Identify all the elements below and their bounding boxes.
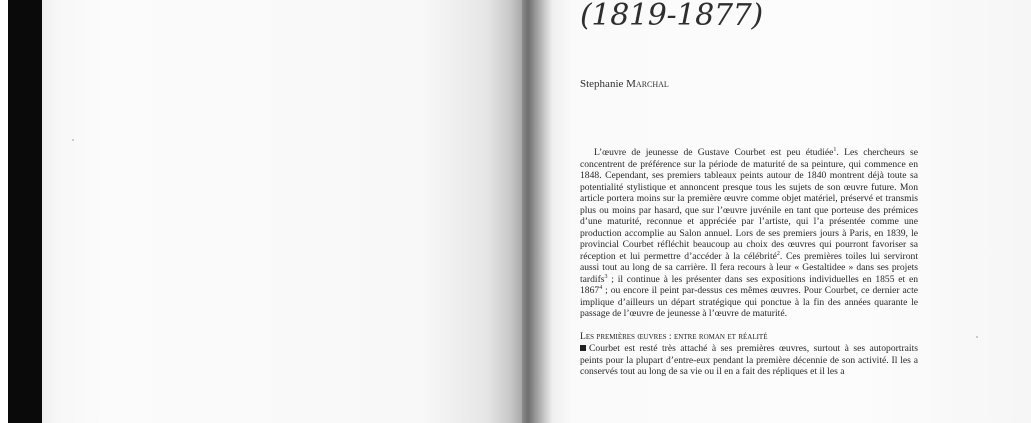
page-speck [976,336,978,338]
book-gutter [522,0,552,423]
footnote-ref-2: 2 [776,250,780,257]
square-bullet-icon [580,345,586,351]
left-page [42,0,522,423]
section-heading: Les premières œuvres : entre roman et réalité [580,330,768,342]
footnote-ref-3: 3 [604,273,608,280]
text-run: ; il continue à les présenter dans ses expositions individuelles en 1855 et en 1867 [580,273,918,296]
footnote-ref-1: 1 [833,146,837,153]
author-name [580,78,669,90]
article-body [580,147,918,378]
chapter-title-years: (1819-1877) [580,0,763,33]
paragraph-intro [580,147,918,320]
author-first-name: Stephanie [580,78,624,90]
text-run: . Les chercheurs se concentrent de préférence sur la période de maturité de sa peinture, qui commence en 1848. Cependant, ses premiers tableaux peints autour de 1840 montrent déjà toute sa potentialité stylistique et annoncent presque tous les sujets de son œuvre future. Mon article portera moins sur la première œuvre comme objet matériel, préservé et transmis plus ou moins par hasard, que sur l’œuvre juvénile en tant que porteuse des prémices d’une maturité, reconnue et appréciée par l’artiste, qui l’a présentée comme une production accomplie au Salon annuel. Lors de ses premiers jours à Paris, en 1839, le provincial Courbet réfléchit beaucoup au choix des œuvres qui pourront favoriser sa réception et lui permettre d’accéder à la célébrité [580,147,918,262]
page-speck [72,139,74,141]
text-run: ; ou encore il peint par-dessus ces mêmes œuvres. Pour Courbet, ce dernier acte implique d’ailleurs un départ stratégique qui ponctue à la fin des années quarante le passage de l’œuvre de jeunesse à l’œuvre de maturité. [580,285,918,319]
paragraph-section [580,343,918,378]
text-run: Courbet est resté très attaché à ses premières œuvres, surtout à ses autoportraits peints pour la plupart d’entre-eux pendant la première décennie de son activité. Il les a conservés tout au long de sa vie ou il en a fait des répliques et il les a [580,343,918,377]
author-last-name: Marchal [626,78,669,90]
scan-left-margin [0,0,8,423]
footnote-ref-4: 4 [599,284,603,291]
text-run: . Ces premières toiles lui serviront aussi tout au long de sa carrière. Il fera recours à leur « Gestaltidee » dans ses projets tardifs [580,250,918,285]
text-run: L’œuvre de jeunesse de Gustave Courbet est peu étudiée [594,147,834,158]
scan-dark-band [8,0,42,423]
